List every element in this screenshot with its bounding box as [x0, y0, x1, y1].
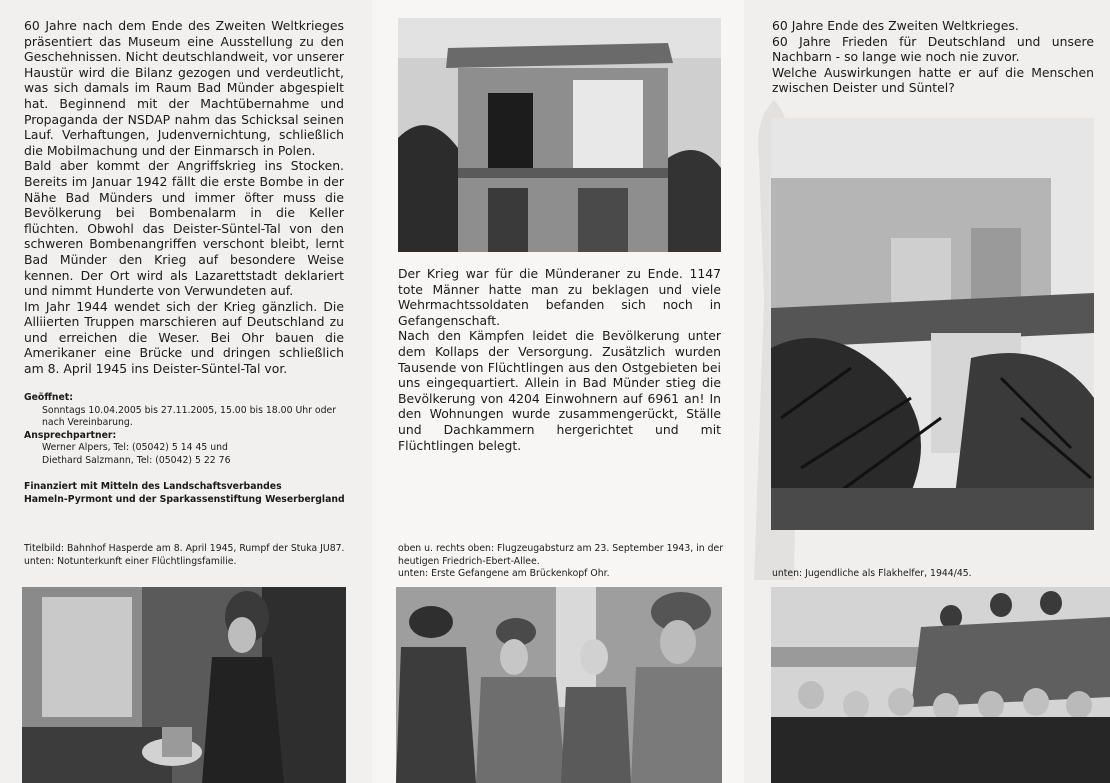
photo-prisoners: [396, 587, 722, 783]
right-line: 60 Jahre Frieden für Deutschland und unsere Nachbarn - so lange wie noch nie zuvor.: [772, 33, 1094, 65]
funding-note: Finanziert mit Mitteln des Landschaftsverbandes Hameln-Pyrmont und der Sparkassenstiftung Weserbergland: [24, 481, 345, 505]
middle-paragraph: Nach den Kämpfen leidet die Bevölkerung unter dem Kollaps der Versorgung. Zusätzlich wurden Tausende von Flüchtlingen aus den Ostgebieten bei uns eingequartiert. Allein in Bad Münder stieg die Bevölkerung von 4204 Einwohnern auf 6961 an! In den Wohnungen wurde zusammengerückt, Ställe und Dachkammern hergerichtet und mit Flüchtlingen belegt.: [398, 328, 721, 453]
caption-right: [772, 568, 1094, 581]
panel-right: [744, 0, 1110, 783]
caption-prisoners: unten: Erste Gefangene am Brückenkopf Ohr.: [398, 568, 610, 580]
open-label: Geöffnet:: [24, 392, 73, 403]
contact-label: Ansprechpartner:: [24, 429, 117, 441]
caption-middle: [398, 543, 728, 581]
photo-ruined-house-top: [398, 18, 721, 252]
right-intro: [772, 18, 1094, 96]
panel-left: [0, 0, 372, 783]
photo-refugee-family: [22, 587, 346, 783]
photo-flak-helpers: [771, 587, 1110, 783]
right-line: Welche Auswirkungen hatte er auf die Menschen zwischen Deister und Süntel?: [772, 64, 1094, 96]
opening-info: [24, 392, 354, 468]
intro-paragraph: Bald aber kommt der Angriffskrieg ins Stocken. Bereits im Januar 1942 fällt die erste Bombe in der Nähe Bad Münders und immer öfter muss die Bevölkerung bei Bombenalarm in die Keller flüchten. Obwohl das Deister-Süntel-Tal von den schweren Bombenangriffen verschont bleibt, lernt Bad Münder den Krieg auf besondere Weise kennen. Der Ort wird als Lazarettstadt deklariert und nimmt Hunderte von Verwundeten auf.: [24, 158, 344, 299]
caption-refugee: unten: Notunterkunft einer Flüchtlingsfamilie.: [24, 555, 237, 567]
caption-left: [24, 543, 354, 568]
contact-person: Werner Alpers, Tel: (05042) 5 14 45 und: [42, 442, 228, 454]
contact-person: Diethard Salzmann, Tel: (05042) 5 22 76: [42, 454, 231, 466]
middle-paragraph: Der Krieg war für die Münderaner zu Ende. 1147 tote Männer hatte man zu beklagen und viele Wehrmachtssoldaten befanden sich noch in Gefangenschaft.: [398, 266, 721, 328]
right-line: 60 Jahre Ende des Zweiten Weltkrieges.: [772, 18, 1019, 33]
panel-middle: [372, 0, 744, 783]
open-text: Sonntags 10.04.2005 bis 27.11.2005, 15.00 bis 18.00 Uhr oder nach Vereinbarung.: [42, 404, 337, 429]
intro-text: [24, 18, 344, 377]
caption-title-image: Titelbild: Bahnhof Hasperde am 8. April 1945, Rumpf der Stuka JU87.: [24, 543, 345, 554]
caption-flak: unten: Jugendliche als Flakhelfer, 1944/45.: [772, 568, 972, 579]
intro-paragraph: Im Jahr 1944 wendet sich der Krieg gänzlich. Die Alliierten Truppen marschieren auf Deutschland zu und erreichen die Weser. Bei Ohr bauen die Amerikaner eine Brücke und dringen schließlich am 8. April 1945 ins Deister-Süntel-Tal vor.: [24, 298, 344, 377]
caption-crash: oben u. rechts oben: Flugzeugabsturz am 23. September 1943, in der heutigen Friedrich-Ebert-Allee.: [398, 543, 724, 567]
intro-paragraph: 60 Jahre nach dem Ende des Zweiten Weltkrieges präsentiert das Museum eine Ausstellung zu den Geschehnissen. Nicht deutschlandweit, vor unserer Haustür wird die Bilanz gezogen und verdeutlicht, was sich damals im Raum Bad Münder abgespielt hat. Beginnend mit der Machtübernahme und Propaganda der NSDAP nahm das Schicksal seinen Lauf. Verhaftungen, Judenvernichtung, schließlich die Mobilmachung und der Einmarsch in Polen.: [24, 18, 344, 158]
middle-text: [398, 266, 721, 453]
photo-ruined-house-right: [771, 118, 1094, 530]
